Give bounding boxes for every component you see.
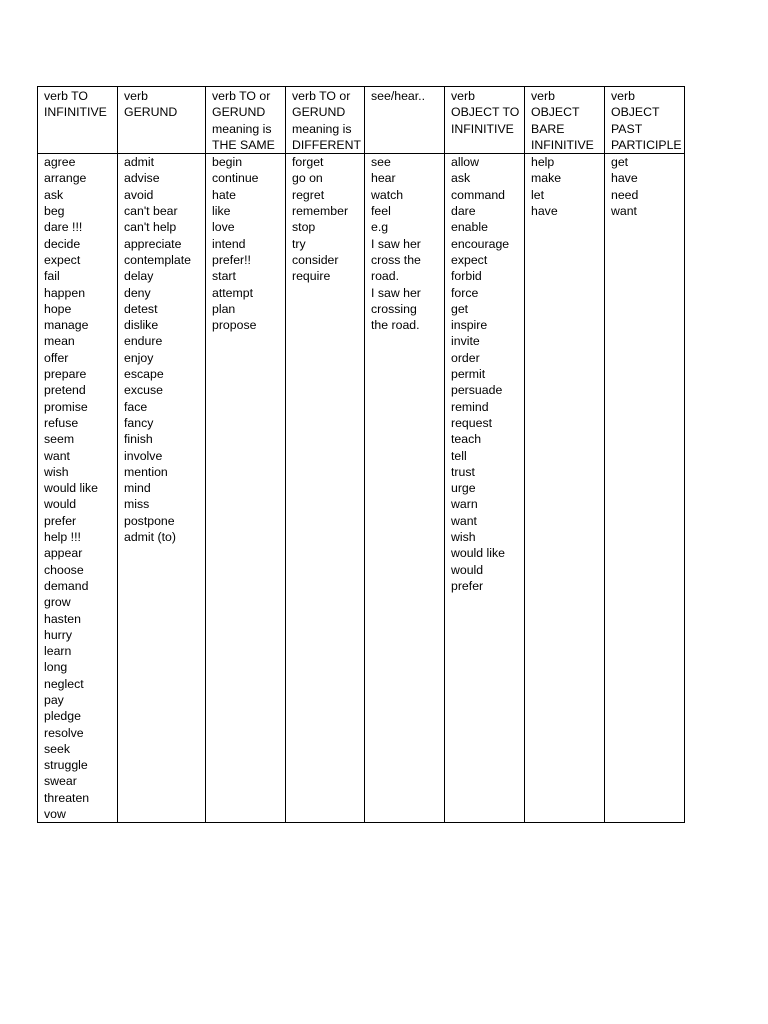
header-row xyxy=(38,87,685,154)
verb-item: expect xyxy=(44,252,81,267)
verb-item: resolve xyxy=(44,725,84,740)
verb-item: help xyxy=(531,155,555,170)
verb-item: begin xyxy=(212,155,243,170)
verb-item: beg xyxy=(44,204,65,219)
verb-item: refuse xyxy=(44,415,79,430)
verb-item: finish xyxy=(124,432,153,447)
verb-item: hear xyxy=(371,171,396,186)
verb-item: require xyxy=(292,269,331,284)
verb-item: get xyxy=(451,301,469,316)
verb-item: command xyxy=(451,187,505,202)
verb-item: propose xyxy=(212,318,257,333)
verb-item: hasten xyxy=(44,611,81,626)
verb-item: hate xyxy=(212,187,236,202)
column-cell xyxy=(365,154,445,823)
verb-item: ask xyxy=(451,171,471,186)
verb-item: prefer xyxy=(451,578,484,593)
verb-item: pledge xyxy=(44,709,81,724)
verb-item: permit xyxy=(451,367,486,382)
verb-item: stop xyxy=(292,220,316,235)
verb-item: pay xyxy=(44,692,64,707)
column-cell xyxy=(118,154,206,823)
verb-item: face xyxy=(124,399,148,414)
header-line: verb TO or xyxy=(292,89,351,103)
verb-item: prepare xyxy=(44,367,87,382)
verb-item: decide xyxy=(44,236,81,251)
verb-item: admit xyxy=(124,155,155,170)
column-header xyxy=(118,87,206,154)
header-line: GERUND xyxy=(124,105,178,120)
verb-item: wish xyxy=(44,464,69,479)
verb-item: have xyxy=(611,171,638,186)
verb-item: intend xyxy=(212,236,246,251)
verb-item: demand xyxy=(44,578,89,593)
header-line: meaning is xyxy=(292,121,352,136)
header-line: DIFFERENT xyxy=(292,137,361,152)
column-header xyxy=(206,87,286,154)
verb-item: feel xyxy=(371,204,391,219)
verb-item: hope xyxy=(44,301,72,316)
verb-item: detest xyxy=(124,301,158,316)
header-line: verb xyxy=(451,89,475,103)
verb-item: consider xyxy=(292,252,339,267)
verb-item: learn xyxy=(44,644,72,659)
verb-item: plan xyxy=(212,301,236,316)
verb-item: crossing xyxy=(371,301,417,316)
body-row xyxy=(38,154,685,823)
header-line: verb xyxy=(611,89,635,103)
verb-item: avoid xyxy=(124,187,154,202)
verb-item: the road. xyxy=(371,318,420,333)
verb-item: allow xyxy=(451,155,480,170)
verb-item: remind xyxy=(451,399,489,414)
column-header xyxy=(525,87,605,154)
verb-item: choose xyxy=(44,562,84,577)
verb-item: expect xyxy=(451,252,488,267)
verb-item: urge xyxy=(451,481,476,496)
header-line: PARTICIPLE xyxy=(611,137,682,152)
verb-item: get xyxy=(611,155,629,170)
column-cell xyxy=(38,154,118,823)
verb-item: admit (to) xyxy=(124,530,176,545)
verb-item: need xyxy=(611,187,639,202)
verb-item: seek xyxy=(44,741,70,756)
verb-item: threaten xyxy=(44,790,90,805)
header-line: OBJECT TO xyxy=(451,105,520,120)
verb-item: start xyxy=(212,269,236,284)
header-line: PAST xyxy=(611,121,643,136)
column-cell xyxy=(445,154,525,823)
verb-item: arrange xyxy=(44,171,87,186)
verb-item: delay xyxy=(124,269,154,284)
verb-item: teach xyxy=(451,432,482,447)
column-cell xyxy=(206,154,286,823)
column-cell xyxy=(525,154,605,823)
verb-item: promise xyxy=(44,399,88,414)
column-header xyxy=(286,87,365,154)
header-line: verb xyxy=(124,89,148,103)
verb-item: appear xyxy=(44,546,83,561)
verb-item: manage xyxy=(44,318,89,333)
verb-item: prefer!! xyxy=(212,252,251,267)
verb-item: long xyxy=(44,660,68,675)
verb-item: love xyxy=(212,220,235,235)
verb-item: try xyxy=(292,236,306,251)
verb-item: vow xyxy=(44,807,66,822)
verb-item: seem xyxy=(44,432,75,447)
verb-item: offer xyxy=(44,350,69,365)
verb-item: involve xyxy=(124,448,163,463)
verb-item: enjoy xyxy=(124,350,154,365)
verb-item: mention xyxy=(124,464,168,479)
verb-item: enable xyxy=(451,220,488,235)
verb-item: encourage xyxy=(451,236,510,251)
verb-item: make xyxy=(531,171,562,186)
header-line: OBJECT xyxy=(531,105,580,120)
verb-item: trust xyxy=(451,464,475,479)
verb-item: invite xyxy=(451,334,480,349)
verb-item: would like xyxy=(44,481,98,496)
verb-item: miss xyxy=(124,497,150,512)
column-header xyxy=(445,87,525,154)
verb-item: postpone xyxy=(124,513,175,528)
verb-item: ask xyxy=(44,187,64,202)
verb-item: I saw her xyxy=(371,285,421,300)
verb-item: road. xyxy=(371,269,400,284)
verb-item: agree xyxy=(44,155,76,170)
column-cell xyxy=(605,154,685,823)
verb-item: contemplate xyxy=(124,252,191,267)
verb-item: warn xyxy=(451,497,478,512)
verb-item: help !!! xyxy=(44,530,81,545)
header-line: GERUND xyxy=(212,105,266,120)
header-line: BARE xyxy=(531,121,565,136)
header-line: meaning is xyxy=(212,121,272,136)
verb-item: can't help xyxy=(124,220,177,235)
verb-item: escape xyxy=(124,367,164,382)
verb-item: see xyxy=(371,155,391,170)
verb-item: persuade xyxy=(451,383,503,398)
verb-item: cross the xyxy=(371,252,421,267)
verb-item: inspire xyxy=(451,318,488,333)
verb-item: forbid xyxy=(451,269,482,284)
verb-item: swear xyxy=(44,774,77,789)
verb-item: would xyxy=(44,497,77,512)
verb-item: would like xyxy=(451,546,505,561)
verb-item: dislike xyxy=(124,318,159,333)
verb-item: want xyxy=(611,204,637,219)
verb-item: excuse xyxy=(124,383,163,398)
verb-item: remember xyxy=(292,204,349,219)
verb-item: request xyxy=(451,415,493,430)
verb-item: want xyxy=(451,513,477,528)
header-line: INFINITIVE xyxy=(44,105,107,120)
header-line: verb TO or xyxy=(212,89,271,103)
header-line: GERUND xyxy=(292,105,346,120)
verb-item: pretend xyxy=(44,383,86,398)
verb-item: I saw her xyxy=(371,236,421,251)
verb-item: go on xyxy=(292,171,323,186)
column-header xyxy=(38,87,118,154)
verb-item: fancy xyxy=(124,415,154,430)
verb-item: mean xyxy=(44,334,75,349)
column-header xyxy=(365,87,445,154)
verb-item: like xyxy=(212,204,231,219)
header-line: verb xyxy=(531,89,555,103)
header-line: verb TO xyxy=(44,89,88,103)
verb-item: tell xyxy=(451,448,467,463)
verb-item: continue xyxy=(212,171,259,186)
verb-item: prefer xyxy=(44,513,77,528)
verb-item: appreciate xyxy=(124,236,182,251)
header-line: INFINITIVE xyxy=(531,137,594,152)
verb-item: grow xyxy=(44,595,71,610)
column-header xyxy=(605,87,685,154)
verb-item: would xyxy=(451,562,484,577)
verb-item: force xyxy=(451,285,479,300)
verb-item: fail xyxy=(44,269,60,284)
verb-item: e.g xyxy=(371,220,389,235)
verb-item: dare !!! xyxy=(44,220,83,235)
header-line: THE SAME xyxy=(212,137,275,152)
header-line: INFINITIVE xyxy=(451,121,514,136)
verb-item: watch xyxy=(371,187,404,202)
verb-item: happen xyxy=(44,285,86,300)
verb-item: neglect xyxy=(44,676,84,691)
verb-item: want xyxy=(44,448,70,463)
verb-item: attempt xyxy=(212,285,254,300)
verb-item: hurry xyxy=(44,627,73,642)
verb-item: dare xyxy=(451,204,476,219)
verb-item: have xyxy=(531,204,558,219)
verb-item: mind xyxy=(124,481,151,496)
verb-item: regret xyxy=(292,187,325,202)
verb-item: advise xyxy=(124,171,160,186)
header-line: OBJECT xyxy=(611,105,660,120)
verb-item: let xyxy=(531,187,544,202)
column-cell xyxy=(286,154,365,823)
verb-item: order xyxy=(451,350,480,365)
verb-item: deny xyxy=(124,285,151,300)
verb-item: can't bear xyxy=(124,204,178,219)
verb-item: forget xyxy=(292,155,324,170)
verb-item: endure xyxy=(124,334,163,349)
verb-item: struggle xyxy=(44,758,88,773)
verb-patterns-table xyxy=(37,86,685,823)
verb-item: wish xyxy=(451,530,476,545)
header-line: see/hear.. xyxy=(371,89,426,103)
